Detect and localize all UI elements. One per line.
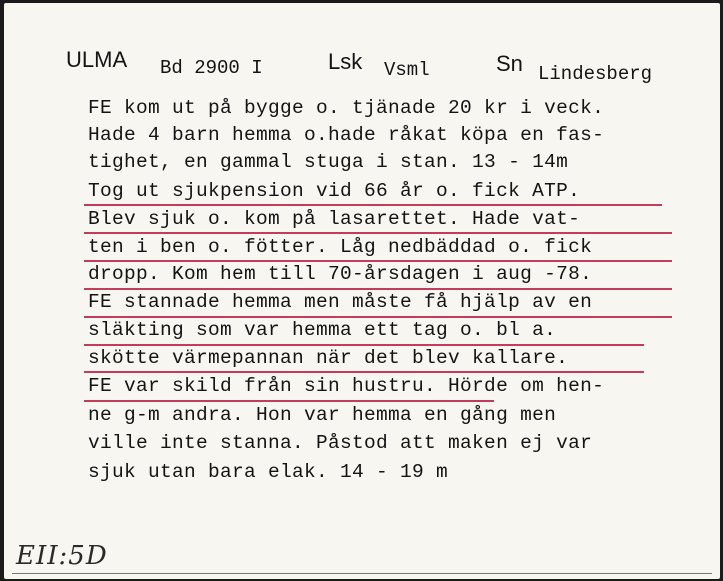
- bd-number: Bd 2900 I: [160, 57, 263, 79]
- text-line: släkting som var hemma ett tag o. bl a.: [88, 319, 557, 341]
- text-line: ten i ben o. fötter. Låg nedbäddad o. fick: [88, 236, 593, 258]
- lsk-label: Lsk: [328, 49, 363, 74]
- red-underline: [84, 204, 662, 206]
- red-underline: [84, 400, 494, 402]
- text-line: skötte värmepannan när det blev kallare.: [88, 347, 569, 369]
- text-line: ville inte stanna. Påstod att maken ej var: [88, 432, 593, 454]
- card-text: [4, 3, 720, 579]
- red-underline: [84, 316, 672, 318]
- text-line: Tog ut sjukpension vid 66 år o. fick ATP.: [88, 180, 581, 202]
- text-line: Hade 4 barn hemma o.hade råkat köpa en fas-: [88, 124, 605, 146]
- place-name: ULMA: [66, 47, 128, 72]
- text-line: FE var skild från sin hustru. Hörde om hen-: [88, 375, 605, 397]
- text-line: ne g-m andra. Hon var hemma en gång men: [88, 404, 557, 426]
- lsk-value: Vsml: [384, 59, 430, 81]
- card-signature: EII:5D: [16, 541, 108, 571]
- text-line: sjuk utan bara elak. 14 - 19 m: [88, 461, 449, 483]
- red-underline: [84, 371, 644, 373]
- index-card: [4, 3, 720, 579]
- bottom-rule: [12, 573, 712, 574]
- sn-label: Sn: [496, 51, 523, 76]
- text-line: FE stannade hemma men måste få hjälp av en: [88, 291, 593, 313]
- text-line: dropp. Kom hem till 70-årsdagen i aug -78.: [88, 263, 593, 285]
- sn-value: Lindesberg: [538, 63, 653, 85]
- text-line: tighet, en gammal stuga i stan. 13 - 14m: [88, 151, 569, 173]
- red-underline: [84, 260, 672, 262]
- red-underline: [84, 344, 644, 346]
- text-line: FE kom ut på bygge o. tjänade 20 kr i veck.: [88, 97, 605, 119]
- text-line: Blev sjuk o. kom på lasarettet. Hade vat-: [88, 208, 581, 230]
- red-underline: [84, 288, 672, 290]
- red-underline: [84, 232, 672, 234]
